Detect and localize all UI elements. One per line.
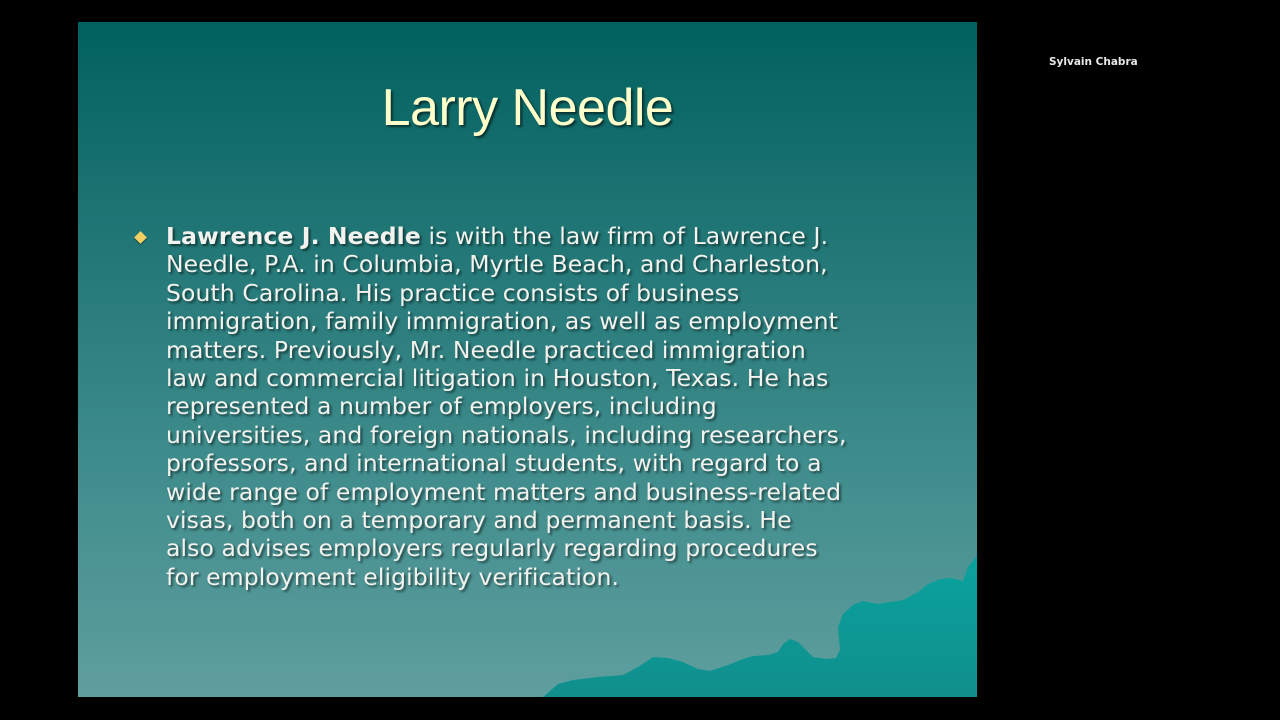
- bullet-line: Needle, P.A. in Columbia, Myrtle Beach, and Charleston,: [166, 250, 828, 279]
- bullet-line: South Carolina. His practice consists of business: [166, 278, 740, 307]
- bullet-line: represented a number of employers, including: [166, 392, 717, 421]
- bullet-line: also advises employers regularly regarding procedures: [166, 534, 818, 563]
- bullet-line: visas, both on a temporary and permanent basis. He: [166, 506, 792, 535]
- presentation-slide: [78, 22, 977, 697]
- presenter-name: Sylvain Chabra: [1049, 56, 1138, 68]
- bullet-line: Lawrence J. Needle is with the law firm of Lawrence J.: [166, 222, 829, 250]
- slide-title: Larry Needle: [381, 79, 674, 137]
- bullet-line: wide range of employment matters and business-related: [166, 477, 842, 506]
- bullet-text: [166, 222, 946, 591]
- bullet-line: law and commercial litigation in Houston, Texas. He has: [166, 364, 829, 393]
- bullet-line: universities, and foreign nationals, including researchers,: [166, 420, 847, 449]
- bullet-line: for employment eligibility verification.: [166, 562, 620, 591]
- bold-name: Lawrence J. Needle: [166, 222, 421, 250]
- bullet-line: matters. Previously, Mr. Needle practiced immigration: [166, 335, 806, 364]
- bullet-line: professors, and international students, with regard to a: [166, 449, 822, 478]
- bullet-line: immigration, family immigration, as well as employment: [166, 307, 838, 336]
